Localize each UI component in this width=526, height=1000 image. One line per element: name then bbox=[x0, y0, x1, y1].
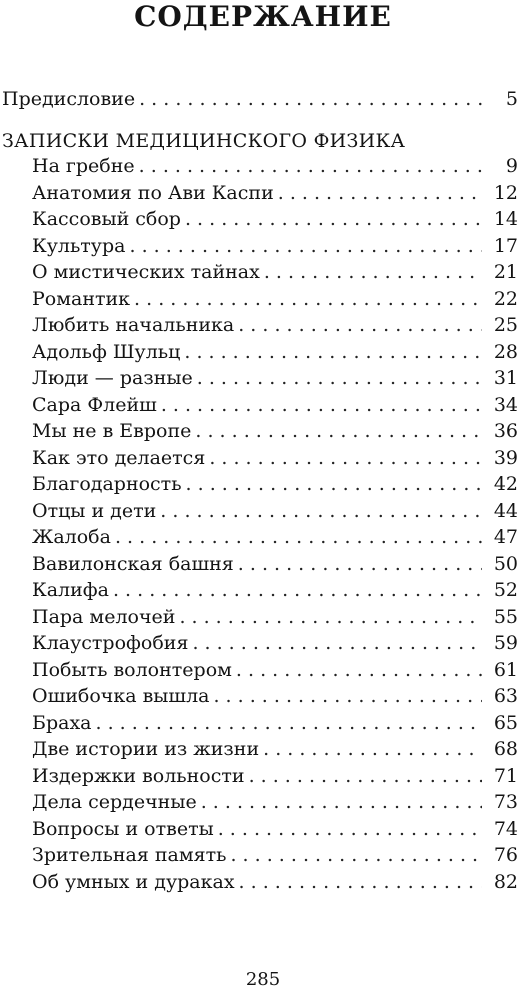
toc-entry-page: 36 bbox=[493, 420, 518, 442]
toc-leader-dots bbox=[139, 153, 482, 179]
toc-leader-dots bbox=[179, 604, 482, 630]
toc-entry-label: Адольф Шульц bbox=[32, 340, 181, 363]
toc-entry-page: 31 bbox=[493, 367, 518, 389]
toc-leader-dots bbox=[236, 657, 482, 683]
toc-entry bbox=[32, 259, 518, 285]
toc-entry-page: 9 bbox=[505, 155, 518, 177]
toc-entry bbox=[32, 206, 518, 232]
toc-entry-label: Отцы и дети bbox=[32, 499, 157, 522]
toc-entry-label: Анатомия по Ави Каспи bbox=[32, 181, 274, 204]
toc-entry-page: 50 bbox=[493, 552, 518, 575]
toc-leader-dots bbox=[139, 86, 482, 112]
toc-entry-page: 17 bbox=[493, 234, 518, 257]
toc-entry bbox=[32, 789, 518, 815]
toc-entry bbox=[32, 577, 518, 603]
toc-leader-dots bbox=[160, 498, 482, 524]
toc-entry-page: 21 bbox=[493, 261, 518, 283]
toc-entry-page: 52 bbox=[493, 579, 518, 601]
toc-leader-dots bbox=[186, 471, 482, 497]
toc-entry bbox=[32, 842, 518, 868]
toc-leader-dots bbox=[161, 392, 482, 418]
toc-entry-page: 42 bbox=[493, 473, 518, 495]
toc-entry-label: Браха bbox=[32, 711, 92, 734]
toc-entry bbox=[32, 286, 518, 312]
toc-entry-page: 68 bbox=[493, 738, 518, 760]
toc-leader-dots bbox=[264, 259, 482, 285]
toc-leader-dots bbox=[201, 789, 482, 815]
toc-entry-label: Клаустрофобия bbox=[32, 632, 189, 654]
toc-leader-dots bbox=[113, 577, 482, 603]
page-number: 285 bbox=[245, 969, 281, 990]
toc-entry bbox=[32, 392, 518, 418]
toc-leader-dots bbox=[218, 816, 482, 842]
toc-entry bbox=[32, 498, 518, 524]
toc-entry-label: Романтик bbox=[32, 287, 131, 310]
toc-entry bbox=[32, 153, 518, 179]
toc-entry bbox=[32, 233, 518, 259]
toc-leader-dots bbox=[195, 418, 482, 444]
toc-entry-preface bbox=[2, 86, 518, 112]
toc-entry-label: Калифа bbox=[32, 579, 109, 601]
toc-entry-page: 71 bbox=[493, 764, 518, 787]
toc-leader-dots bbox=[209, 445, 482, 471]
toc-leader-dots bbox=[238, 312, 482, 338]
toc-entry bbox=[32, 180, 518, 206]
toc-entry-label: Благодарность bbox=[32, 473, 182, 495]
toc-entry-page: 59 bbox=[493, 632, 518, 654]
toc-entry-page: 82 bbox=[493, 870, 518, 893]
toc-leader-dots bbox=[134, 286, 482, 312]
toc-entry-label: Вавилонская башня bbox=[32, 552, 234, 575]
toc-entry bbox=[32, 736, 518, 762]
toc-entry-page: 44 bbox=[493, 499, 518, 522]
toc-entry-label: О мистических тайнах bbox=[32, 261, 260, 283]
section-heading: ЗАПИСКИ МЕДИЦИНСКОГО ФИЗИКА bbox=[2, 130, 406, 152]
toc-entry-label: Две истории из жизни bbox=[32, 738, 260, 760]
toc-entry-label: Предисловие bbox=[2, 88, 136, 110]
toc-entry-label: Любить начальника bbox=[32, 314, 235, 336]
toc-leader-dots bbox=[230, 842, 482, 868]
toc-entry bbox=[32, 365, 518, 391]
toc-entry bbox=[32, 710, 518, 736]
toc-leader-dots bbox=[239, 869, 482, 895]
toc-entry bbox=[32, 445, 518, 471]
toc-entry-label: Побыть волонтером bbox=[32, 658, 232, 681]
toc-entry bbox=[32, 763, 518, 789]
toc-entry-page: 76 bbox=[493, 844, 518, 866]
toc-entry bbox=[32, 630, 518, 656]
toc-entry-label: Как это делается bbox=[32, 446, 206, 469]
toc-entry-page: 65 bbox=[493, 711, 518, 734]
toc-leader-dots bbox=[192, 630, 482, 656]
toc-entry bbox=[32, 869, 518, 895]
toc-leader-dots bbox=[184, 339, 482, 365]
toc-leader-dots bbox=[115, 524, 482, 550]
toc-leader-dots bbox=[185, 206, 482, 232]
toc-entry-page: 39 bbox=[493, 446, 518, 469]
toc-entry-label: Дела сердечные bbox=[32, 791, 197, 813]
toc-entry-label: Мы не в Европе bbox=[32, 420, 192, 442]
toc-leader-dots bbox=[278, 180, 482, 206]
toc-entry-page: 63 bbox=[493, 685, 518, 707]
toc-entry-page: 22 bbox=[493, 287, 518, 310]
toc-leader-dots bbox=[249, 763, 482, 789]
toc-entry-label: Пара мелочей bbox=[32, 605, 176, 628]
toc-entry bbox=[32, 657, 518, 683]
toc-entry-label: Издержки вольности bbox=[32, 764, 245, 787]
toc-leader-dots bbox=[213, 683, 482, 709]
toc-entry bbox=[32, 816, 518, 842]
toc-entry-label: На гребне bbox=[32, 155, 135, 177]
toc-entry-page: 47 bbox=[493, 526, 518, 548]
toc-entry bbox=[32, 551, 518, 577]
toc-entry-label: Ошибочка вышла bbox=[32, 685, 210, 707]
toc-entry bbox=[32, 604, 518, 630]
toc-entry-label: Об умных и дураках bbox=[32, 870, 235, 893]
page-title: СОДЕРЖАНИЕ bbox=[134, 0, 392, 33]
toc-entry bbox=[32, 471, 518, 497]
toc-entry bbox=[32, 312, 518, 338]
toc-entry-page: 73 bbox=[493, 791, 518, 813]
toc-entry-label: Жалоба bbox=[32, 526, 111, 548]
toc-entry-label: Люди — разные bbox=[32, 367, 193, 389]
toc-entry-page: 28 bbox=[493, 340, 518, 363]
toc-entry-page: 5 bbox=[505, 88, 518, 110]
toc-entry-page: 14 bbox=[493, 208, 518, 230]
toc-entry-label: Зрительная память bbox=[32, 844, 227, 866]
toc-entry-page: 34 bbox=[493, 393, 518, 416]
toc-entry-label: Сара Флейш bbox=[32, 393, 157, 416]
toc-entry-page: 25 bbox=[493, 314, 518, 336]
toc-leader-dots bbox=[238, 551, 482, 577]
toc-leader-dots bbox=[129, 233, 482, 259]
toc-leader-dots bbox=[197, 365, 482, 391]
toc-entry bbox=[32, 524, 518, 550]
toc-entry-label: Вопросы и ответы bbox=[32, 817, 214, 840]
toc-entry-page: 61 bbox=[493, 658, 518, 681]
toc-entry-label: Культура bbox=[32, 234, 126, 257]
toc-entry-page: 12 bbox=[493, 181, 518, 204]
toc-entry bbox=[32, 339, 518, 365]
toc-entry-page: 55 bbox=[493, 605, 518, 628]
toc-entry bbox=[32, 418, 518, 444]
toc-leader-dots bbox=[263, 736, 482, 762]
toc-leader-dots bbox=[96, 710, 483, 736]
toc-entry-label: Кассовый сбор bbox=[32, 208, 181, 230]
toc-entry bbox=[32, 683, 518, 709]
toc-entry-page: 74 bbox=[493, 817, 518, 840]
